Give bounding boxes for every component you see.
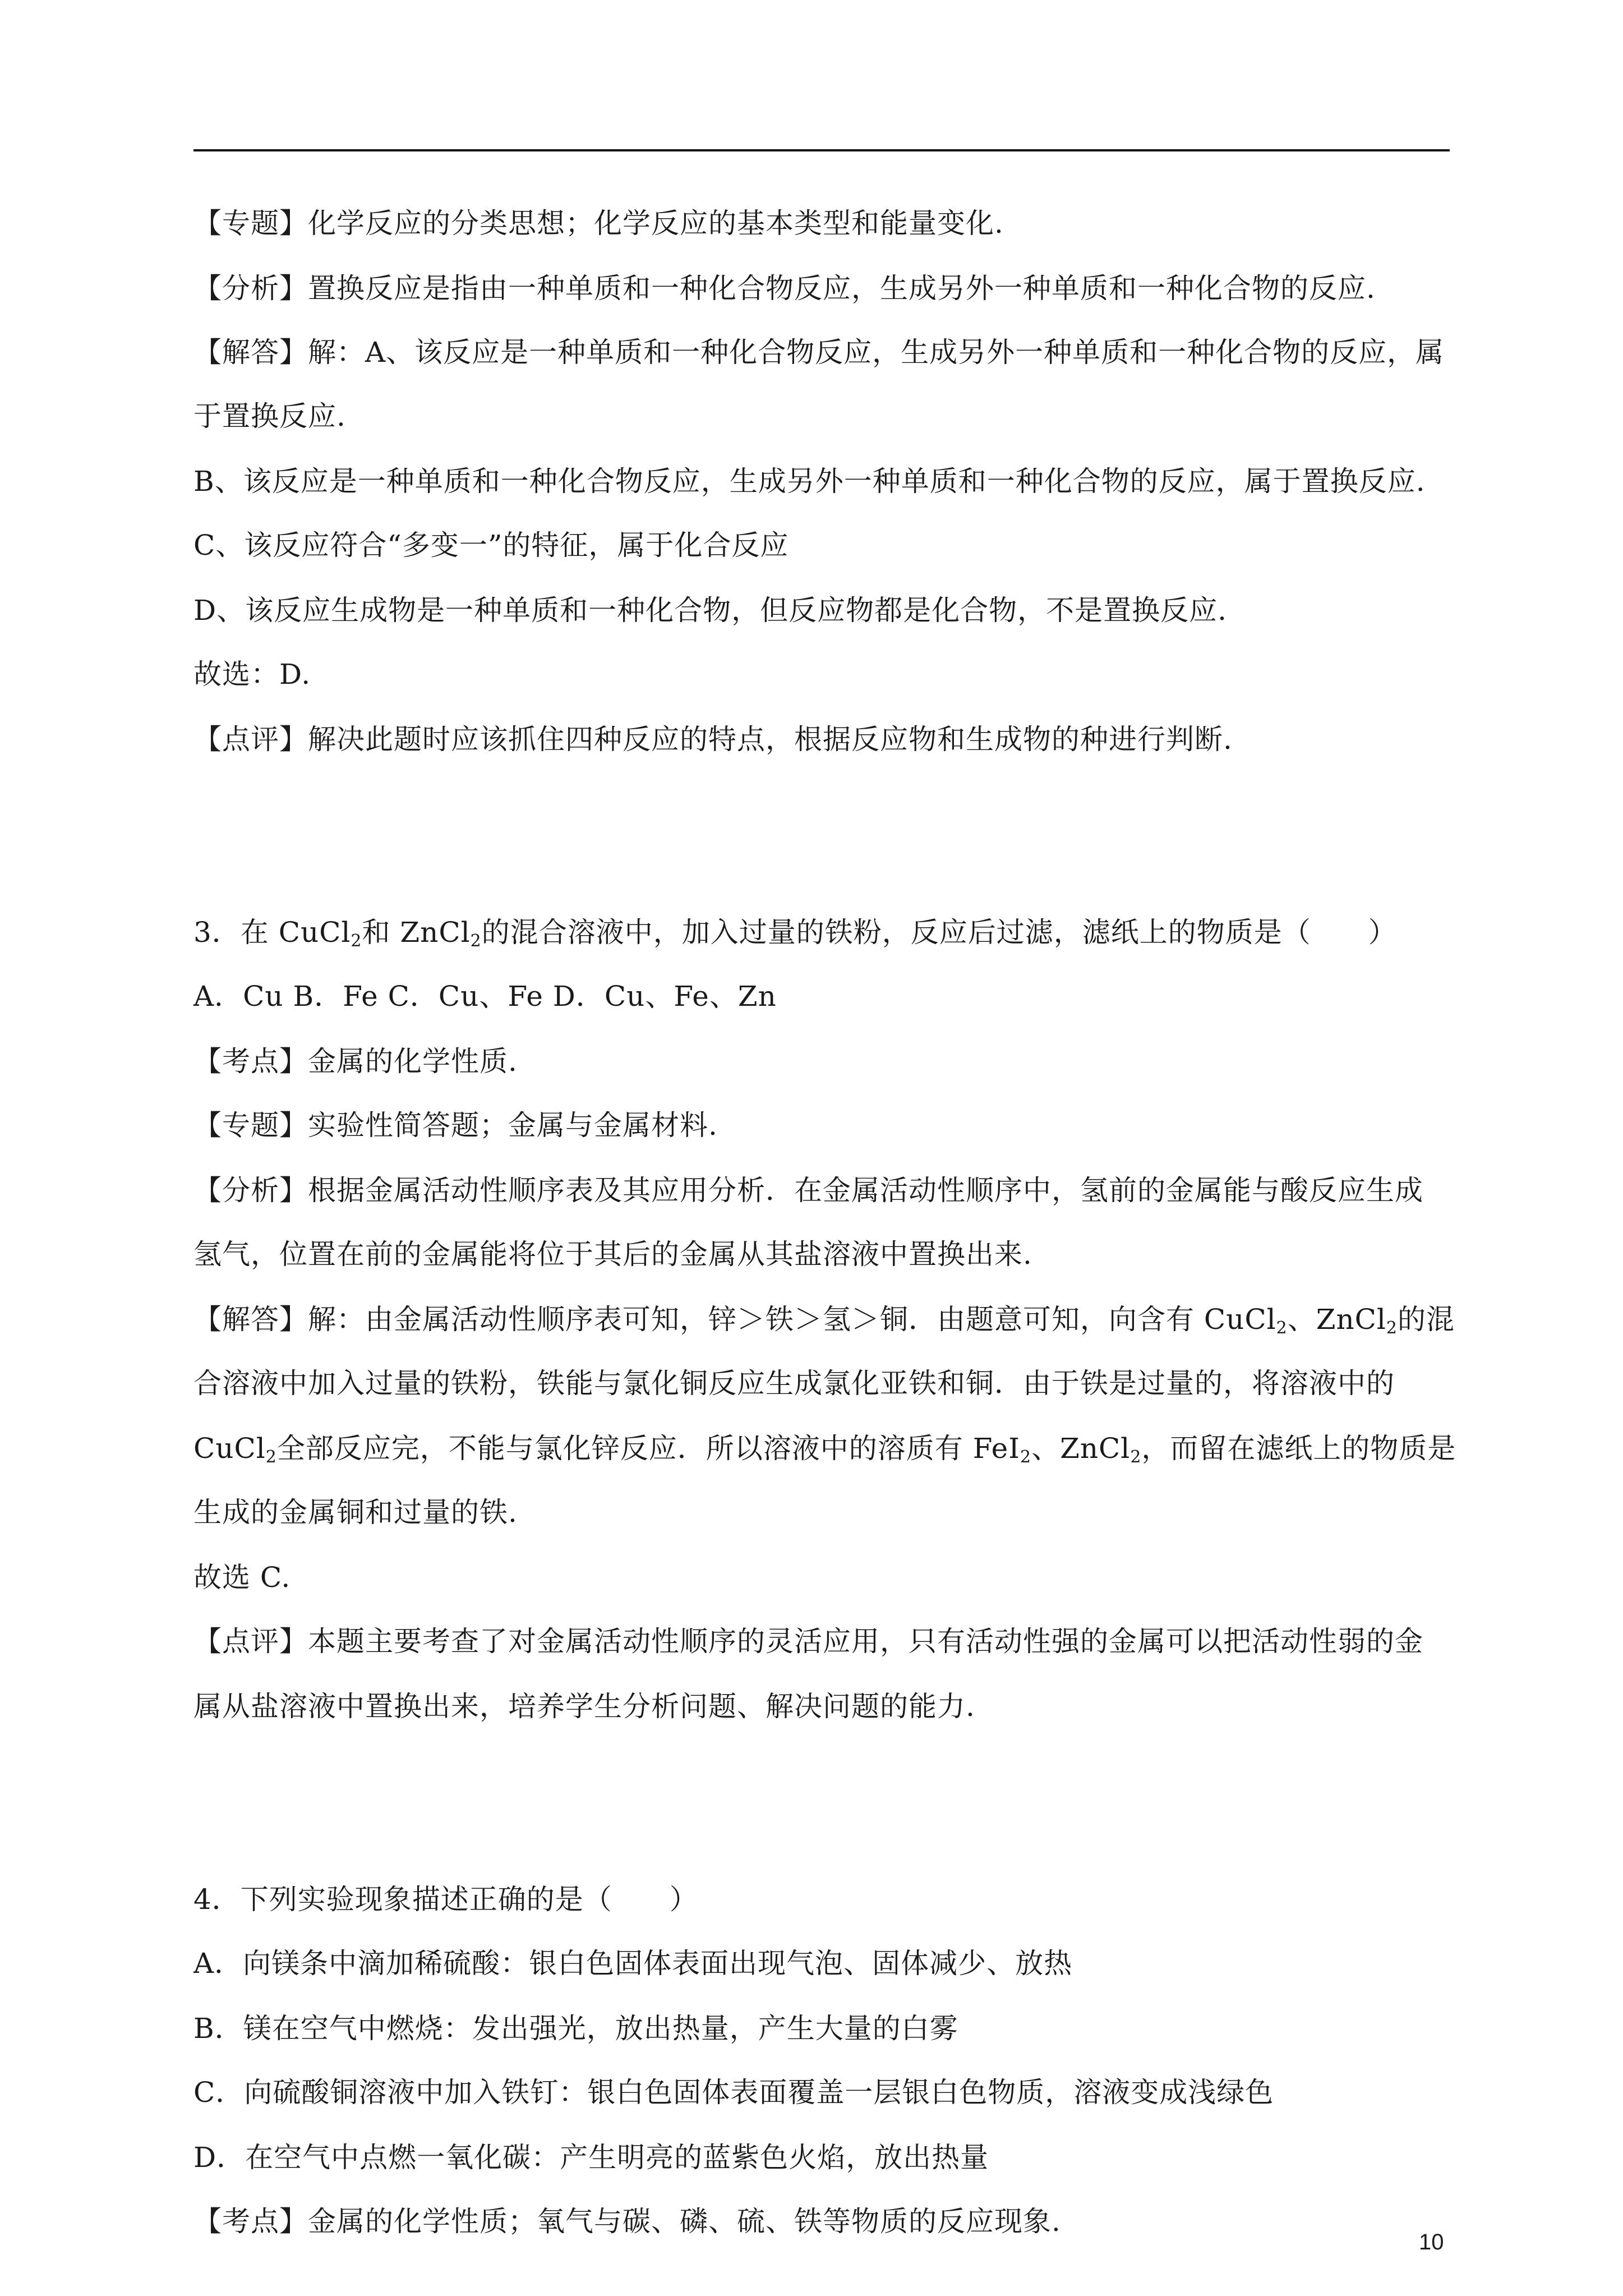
q4-option-a: A．向镁条中滴加稀硫酸：银白色固体表面出现气泡、固体减少、放热	[193, 1947, 1073, 1980]
answer-line-1: 【解答】解：A、该反应是一种单质和一种化合物反应，生成另外一种单质和一种化合物的反应，属	[193, 336, 1445, 369]
q4-option-d: D．在空气中点燃一氧化碳：产生明亮的蓝紫色火焰，放出热量	[193, 2141, 989, 2174]
q3-topic: 【专题】实验性简答题；金属与金属材料.	[193, 1109, 718, 1142]
choice-line: 故选：D.	[193, 658, 311, 691]
answer-line-c: C、该反应符合“多变一”的特征，属于化合反应	[193, 529, 789, 562]
q3-answer-3: CuCl$_2$全部反应完，不能与氯化锌反应．所以溶液中的溶质有 FeI$_2$、ZnCl$_2$，而留在滤纸上的物质是	[193, 1432, 1456, 1467]
q3-options: A．Cu B．Fe C．Cu、Fe D．Cu、Fe、Zn	[193, 980, 777, 1013]
page-number: 10	[1419, 2230, 1444, 2254]
comment-line: 【点评】解决此题时应该抓住四种反应的特点，根据反应物和生成物的种进行判断.	[193, 723, 1233, 756]
answer-line-2: 于置换反应.	[193, 400, 346, 432]
analysis-line: 【分析】置换反应是指由一种单质和一种化合物反应，生成另外一种单质和一种化合物的反应.	[193, 272, 1376, 305]
q3-answer-4: 生成的金属铜和过量的铁.	[193, 1496, 518, 1529]
q3-comment-2: 属从盐溶液中置换出来，培养学生分析问题、解决问题的能力.	[193, 1690, 975, 1723]
q3-analysis-2: 氢气，位置在前的金属能将位于其后的金属从其盐溶液中置换出来.	[193, 1238, 1032, 1271]
q3-answer-1: 【解答】解：由金属活动性顺序表可知，锌＞铁＞氢＞铜．由题意可知，向含有 CuCl$_2$、ZnCl$_2$的混	[193, 1303, 1455, 1338]
question-3: 3．在 CuCl$_2$和 ZnCl$_2$的混合溶液中，加入过量的铁粉，反应后过滤，滤纸上的物质是（ ）	[193, 916, 1397, 951]
q4-kaodian: 【考点】金属的化学性质；氧气与碳、磷、硫、铁等物质的反应现象.	[193, 2205, 1061, 2238]
q3-kaodian: 【考点】金属的化学性质.	[193, 1045, 518, 1078]
q3-choice: 故选 C.	[193, 1561, 291, 1594]
q4-option-b: B．镁在空气中燃烧：发出强光，放出热量，产生大量的白雾	[193, 2012, 958, 2045]
q3-answer-2: 合溶液中加入过量的铁粉，铁能与氯化铜反应生成氯化亚铁和铜．由于铁是过量的，将溶液中的	[193, 1367, 1395, 1400]
answer-line-d: D、该反应生成物是一种单质和一种化合物，但反应物都是化合物，不是置换反应.	[193, 594, 1227, 627]
q4-option-c: C．向硫酸铜溶液中加入铁钉：银白色固体表面覆盖一层银白色物质，溶液变成浅绿色	[193, 2076, 1274, 2109]
question-4: 4．下列实验现象描述正确的是（ ）	[193, 1883, 698, 1916]
topic-line: 【专题】化学反应的分类思想；化学反应的基本类型和能量变化.	[193, 207, 1004, 240]
q3-analysis-1: 【分析】根据金属活动性顺序表及其应用分析．在金属活动性顺序中，氢前的金属能与酸反应生成	[193, 1174, 1423, 1207]
answer-line-b: B、该反应是一种单质和一种化合物反应，生成另外一种单质和一种化合物的反应，属于置换反应.	[193, 465, 1426, 498]
q3-comment-1: 【点评】本题主要考查了对金属活动性顺序的灵活应用，只有活动性强的金属可以把活动性弱的金	[193, 1625, 1423, 1658]
header-rule	[193, 149, 1450, 151]
